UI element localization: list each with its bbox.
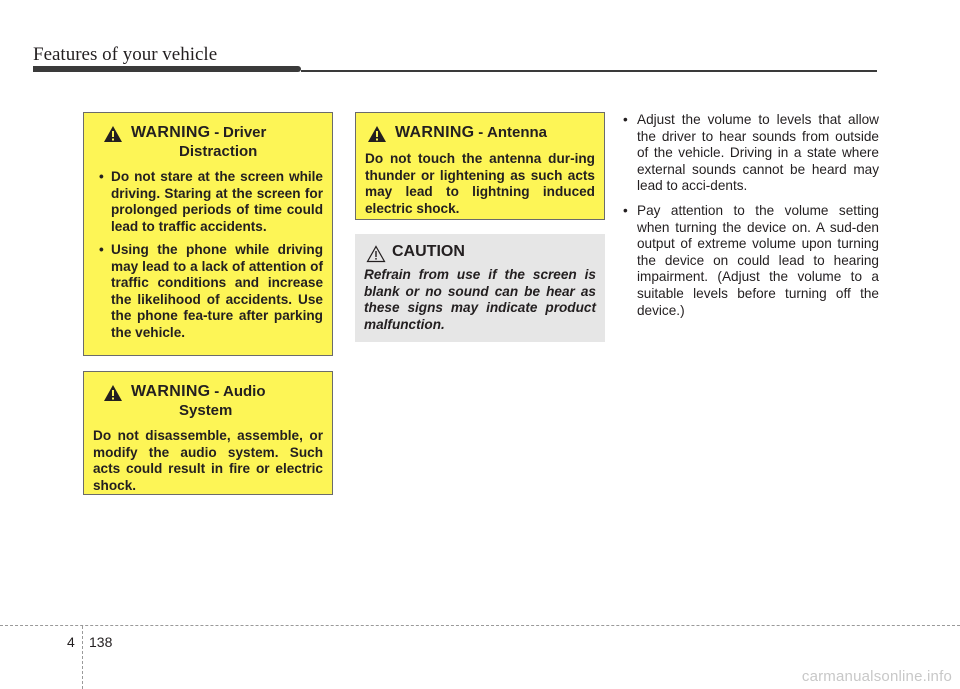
right-column-text: [619, 112, 879, 327]
warning-driver-bullets: [93, 169, 323, 341]
footer-divider: [82, 626, 83, 689]
warning-audio-heading: [93, 382, 323, 420]
warning-label: WARNING: [395, 124, 475, 141]
warning-subject-line2: Distraction: [179, 143, 258, 160]
warning-antenna-heading: [365, 123, 595, 143]
heading-dash: -: [214, 124, 220, 141]
warning-label: WARNING: [131, 383, 211, 400]
warning-antenna-body: Do not touch the antenna dur-ing thunder or lightening as such acts may lead to lightning induced electric shock.: [365, 151, 595, 216]
caution-heading: [364, 244, 596, 263]
warning-driver-heading: [93, 123, 323, 161]
warning-triangle-icon: [103, 384, 123, 402]
warning-audio-system-box: [83, 371, 333, 495]
list-item: • Do not stare at the screen while driving. Staring at the screen for prolonged periods of time could lead to traffic accidents.: [93, 169, 323, 235]
right-column-bullets: [619, 112, 879, 319]
list-item: • Adjust the volume to levels that allow the driver to hear sounds from outside of the vehicle. Driving in a state where external sounds cannot be heard may lead to acci-dents.: [619, 112, 879, 195]
caution-body: Refrain from use if the screen is blank or no sound can be hear as these signs may indicate product malfunction.: [364, 267, 596, 332]
page-number: 138: [89, 634, 113, 650]
warning-audio-body: Do not disassemble, assemble, or modify the audio system. Such acts could result in fire or electric shock.: [93, 428, 323, 493]
warning-subject-line2: System: [179, 402, 233, 419]
page-header-title: Features of your vehicle: [33, 44, 218, 65]
warning-subject: Driver: [223, 124, 267, 141]
warning-subject: Antenna: [487, 124, 547, 141]
header-bar: [33, 66, 301, 72]
caution-label: CAUTION: [392, 243, 465, 260]
warning-triangle-icon: [103, 125, 123, 143]
warning-antenna-box: [355, 112, 605, 220]
warning-label: WARNING: [131, 124, 211, 141]
warning-triangle-icon: [367, 125, 387, 143]
list-item: • Pay attention to the volume setting when turning the device on. A sud-den output of extreme volume upon turning the device on could lead to hearing impairment. (Adjust the volume to a suitable levels before turning off the device.): [619, 203, 879, 319]
footer-rule: [0, 625, 960, 626]
chapter-number: 4: [67, 634, 75, 650]
caution-box: [355, 234, 605, 342]
heading-dash: -: [478, 124, 484, 141]
warning-driver-distraction-box: [83, 112, 333, 356]
list-item: • Using the phone while driving may lead to a lack of attention of traffic conditions and increase the likelihood of accidents. Use the phone fea-ture after parking the vehicle.: [93, 242, 323, 341]
watermark: carmanualsonline.info: [801, 668, 952, 685]
caution-triangle-icon: [366, 245, 386, 263]
heading-dash: -: [214, 383, 220, 400]
header-rule: [301, 70, 877, 72]
warning-subject: Audio: [223, 383, 266, 400]
